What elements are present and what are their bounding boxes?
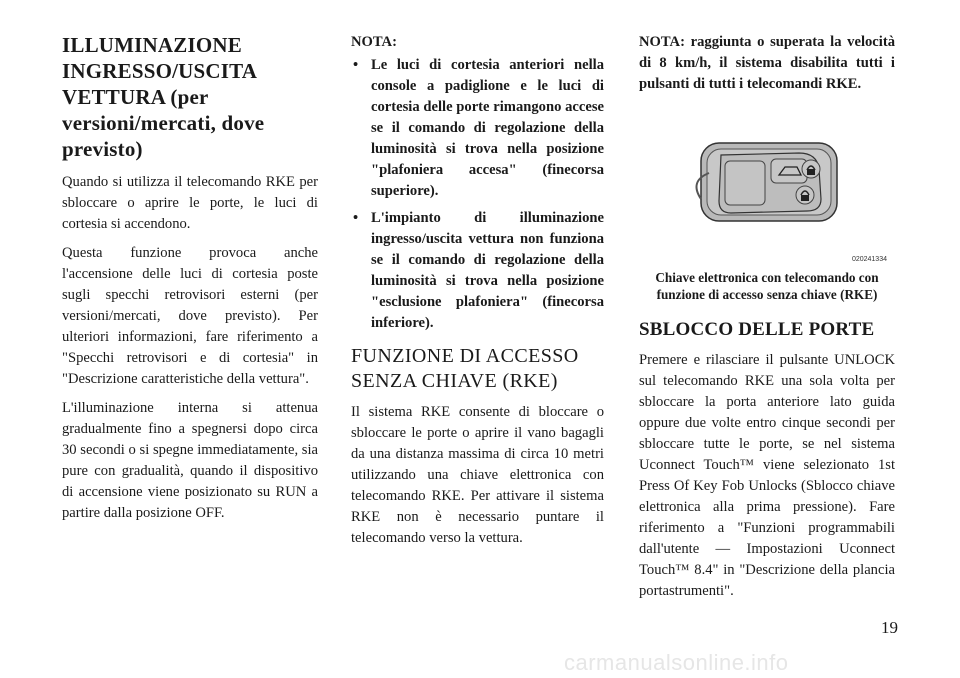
figure-caption: Chiave elettronica con telecomando con funzione di accesso senza chiave (RKE) — [655, 270, 879, 302]
paragraph: Il sistema RKE consente di bloccare o sbloccare le porte o aprire il vano bagagli da una distanza massima di circa 10 metri utilizzando una chiave elettronica con telecomando RKE. Per attivare il sistema RKE non è necessario puntare il telecomando verso la vettura. — [351, 404, 604, 546]
section-heading-unlock-doors: SBLOCCO DELLE PORTE — [639, 319, 875, 340]
page-number: 19 — [881, 618, 898, 637]
bullet-icon: • — [353, 57, 359, 73]
figure-code: 020241334 — [851, 256, 887, 263]
paragraph: Premere e rilasciare il pulsante UNLOCK sul telecomando RKE una sola volta per sbloccare la porta anteriore lato guida oppure due volte entro cinque secondi per sbloccare tutte le porte, se nel sistema Uconnect Touch™ viene selezionato 1st Press Of Key Fob Unlocks (Sblocco chiave elettronica alla prima pressione). Fare riferimento a "Funzioni programmabili dall'utente — Impostazioni Uconnect Touch™ 8.4" in "Descrizione della plancia portastrumenti". — [639, 352, 895, 599]
note-bullet-item — [351, 55, 604, 202]
bullet-text: L'impianto di illuminazione ingresso/uscita vettura non funziona se il comando di regolazione della luminosità si trova nella posizione "esclusione plafoniera" (finecorsa inferiore). — [371, 210, 604, 331]
paragraph: L'illuminazione interna si attenua gradualmente fino a spegnersi dopo circa 30 secondi o si spegne immediatamente, sia pure con gradualità, quando il dispositivo di accensione viene posizionato su RUN a partire dalla posizione OFF. — [62, 400, 318, 521]
note-bullet-list — [351, 55, 604, 334]
column-right — [639, 32, 895, 610]
watermark: carmanualsonline.info — [564, 650, 789, 675]
paragraph: Questa funzione provoca anche l'accensione delle luci di cortesia poste sugli specchi retrovisori esterni (per versioni/mercati, dove previsto). Per ulteriori informazioni, fare riferimento a "Specchi retrovisori e di cortesia" in "Descrizione caratteristiche della vettura". — [62, 245, 318, 387]
bullet-icon: • — [353, 210, 359, 226]
section-heading-entry-exit-lighting: ILLUMINAZIONE INGRESSO/USCITA VETTURA (per versioni/mercati, dove previsto) — [62, 33, 265, 161]
column-left — [62, 32, 318, 532]
key-fob-icon — [639, 103, 895, 253]
paragraph: Quando si utilizza il telecomando RKE per sbloccare o aprire le porte, le luci di cortesia si accendono. — [62, 174, 318, 232]
speed-note: NOTA: raggiunta o superata la velocità di 8 km/h, il sistema disabilita tutti i pulsanti di tutti i telecomandi RKE. — [639, 34, 895, 92]
column-middle — [351, 32, 604, 557]
bullet-text: Le luci di cortesia anteriori nella console a padiglione e le luci di cortesia delle porte rimangono accese se il comando di regolazione della luminosità si trova nella posizione "plafoniera accesa" (finecorsa superiore). — [371, 57, 604, 199]
key-fob-figure — [639, 103, 895, 263]
section-heading-rke: FUNZIONE DI ACCESSO SENZA CHIAVE (RKE) — [351, 345, 579, 392]
note-label: NOTA: — [351, 34, 397, 50]
note-bullet-item — [351, 208, 604, 334]
